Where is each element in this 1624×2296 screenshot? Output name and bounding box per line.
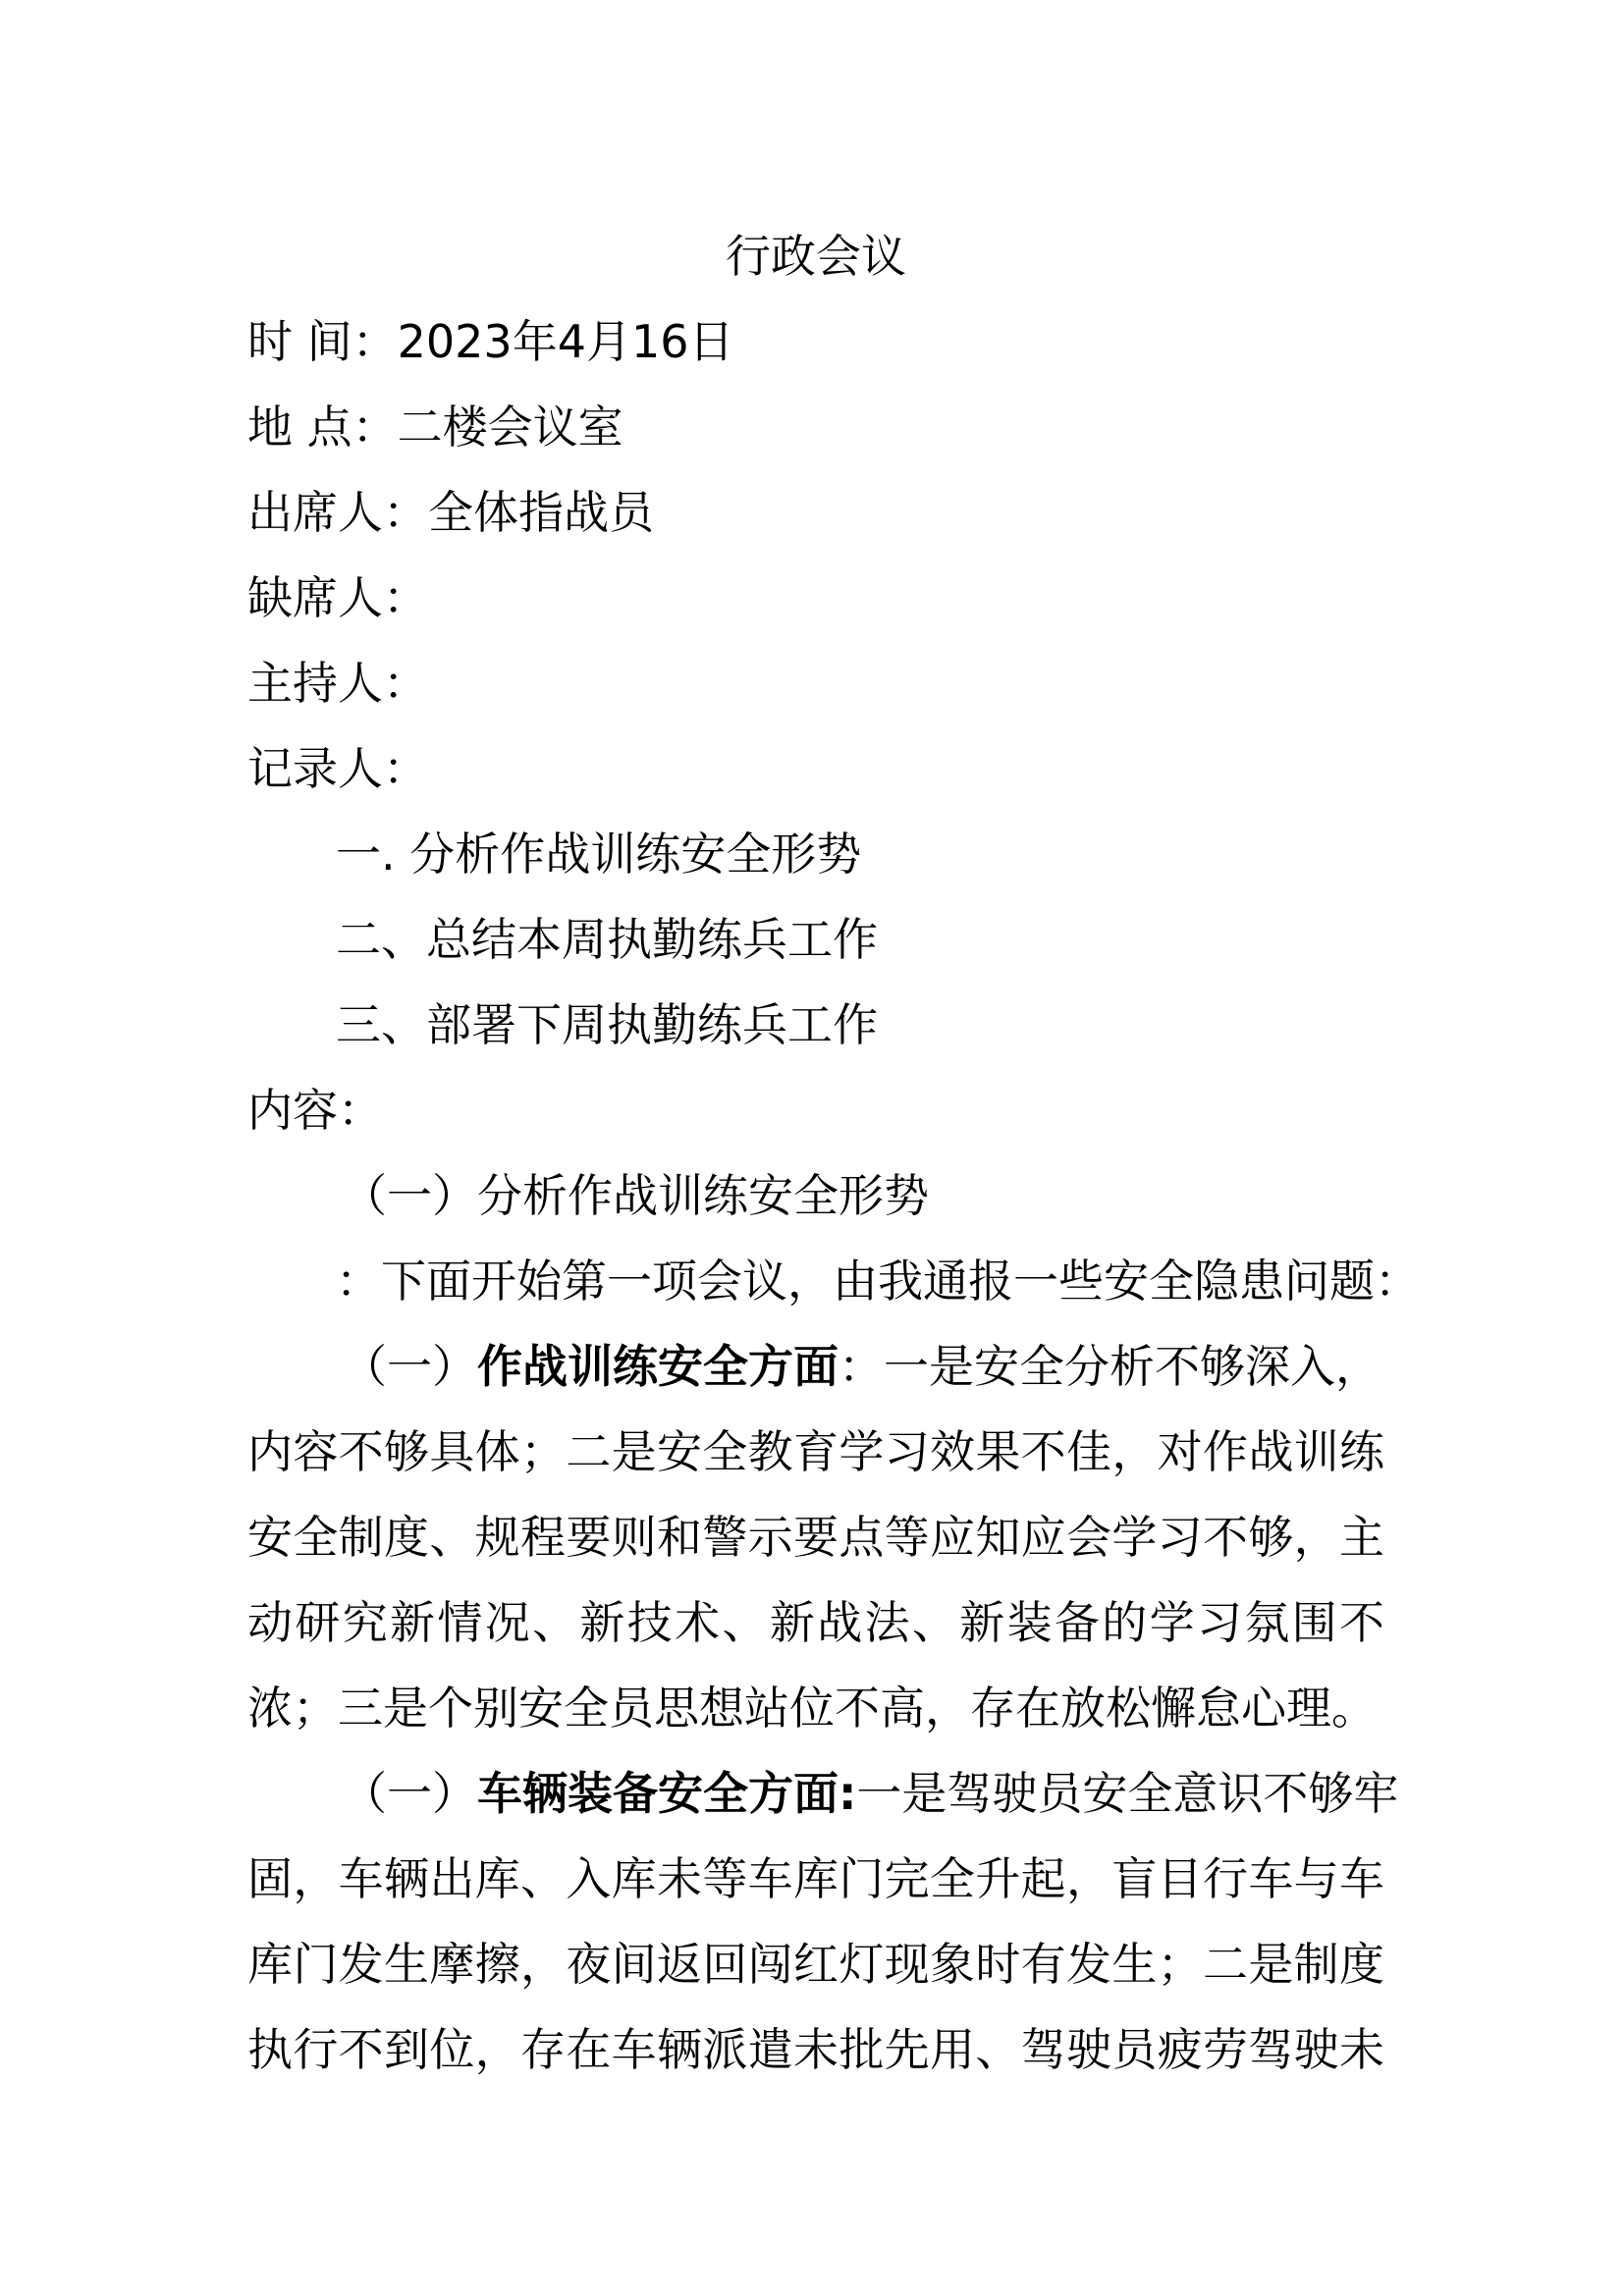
paragraph-line — [247, 1324, 1384, 1410]
paragraph-line: 库门发生摩擦，夜间返回闯红灯现象时有发生；二是制度 — [247, 1938, 1384, 1991]
document-title: 行政会议 — [726, 230, 906, 283]
meta-label: 出席人： — [247, 486, 428, 539]
document-page — [247, 214, 1420, 2093]
meta-absent — [247, 556, 1384, 641]
meta-recorder — [247, 726, 1384, 812]
paragraph-line: 固，车辆出库、入库未等车库门完全升起，盲目行车与车 — [247, 1852, 1384, 1905]
paragraph-line: 安全制度、规程要则和警示要点等应知应会学习不够，主 — [247, 1511, 1384, 1564]
meta-label: 时 间： — [247, 315, 398, 368]
agenda-item: 一. 分析作战训练安全形势 — [336, 828, 862, 881]
meta-label: 地 点： — [247, 400, 398, 454]
meta-host — [247, 641, 1384, 726]
agenda-item: 二、总结本周执勤练兵工作 — [336, 913, 878, 966]
paragraph-heading: 车辆装备安全方面: — [477, 1767, 857, 1820]
meta-value: 2023年4月16日 — [397, 315, 734, 368]
meta-label: 主持人： — [247, 657, 428, 710]
meta-value: 全体指战员 — [428, 486, 654, 539]
meta-place — [247, 385, 1384, 470]
paragraph-line: 浓；三是个别安全员思想站位不高，存在放松懈怠心理。 — [247, 1682, 1377, 1735]
paragraph-prefix: （一） — [342, 1340, 477, 1393]
content-label: 内容： — [247, 1084, 383, 1137]
paragraph-line — [247, 1751, 1399, 1837]
paragraph-heading: 作战训练安全方面 — [477, 1340, 839, 1393]
intro-line: ：下面开始第一项会议，由我通报一些安全隐患问题： — [336, 1255, 1420, 1308]
paragraph-text: 一是驾驶员安全意识不够牢 — [856, 1767, 1399, 1820]
paragraph-line: 内容不够具体；二是安全教育学习效果不佳，对作战训练 — [247, 1425, 1384, 1478]
meta-label: 缺席人： — [247, 571, 428, 624]
meta-value: 二楼会议室 — [397, 400, 623, 454]
paragraph-prefix: （一） — [342, 1767, 477, 1820]
section-heading: （一）分析作战训练安全形势 — [342, 1169, 929, 1222]
paragraph-text: ：一是安全分析不够深入， — [839, 1340, 1380, 1393]
paragraph-line: 执行不到位，存在车辆派遣未批先用、驾驶员疲劳驾驶未 — [247, 2023, 1384, 2076]
agenda-item: 三、部署下周执勤练兵工作 — [336, 998, 878, 1051]
meta-time — [247, 299, 1384, 385]
meta-label: 记录人： — [247, 742, 428, 795]
meta-attendees — [247, 470, 1384, 556]
paragraph-line: 动研究新情况、新技术、新战法、新装备的学习氛围不 — [247, 1596, 1384, 1649]
